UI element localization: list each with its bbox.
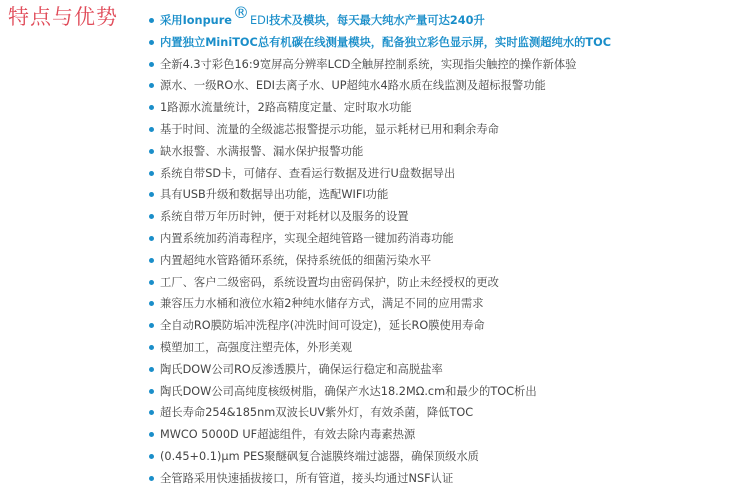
feature-item [147,272,753,294]
section-title: 特点与优势 [8,5,118,29]
bullet-icon [149,432,154,437]
feature-item [147,163,753,185]
feature-item [147,315,753,337]
feature-item [147,337,753,359]
feature-text: 全管路采用快速插拔接口，所有管道，接头均通过NSF认证 [160,471,454,485]
feature-item [147,381,753,403]
bullet-icon [149,258,154,263]
feature-item [147,119,753,141]
feature-text: 全自动RO膜防垢冲洗程序(冲洗时间可设定)，延长RO膜使用寿命 [160,319,485,333]
feature-item [147,228,753,250]
bullet-icon [149,40,154,45]
feature-list [147,3,753,490]
feature-text: 全新4.3寸彩色16:9宽屏高分辨率LCD全触屏控制系统，实现指尖触控的操作新体验 [160,57,577,71]
bullet-icon [149,389,154,394]
headline-text-part1: 采用Ionpure [160,14,232,27]
feature-item [147,184,753,206]
feature-text: 兼容压力水桶和液位水箱2种纯水储存方式，满足不同的应用需求 [160,297,484,311]
registered-mark: ® [232,3,249,22]
feature-text: 具有USB升级和数据导出功能，选配WIFI功能 [160,188,389,202]
feature-text: 内置超纯水管路循环系统，保持系统低的细菌污染水平 [160,253,432,267]
feature-text: 基于时间、流量的全级滤芯报警提示功能，显示耗材已用和剩余寿命 [160,122,499,136]
bullet-icon [149,323,154,328]
feature-item [147,250,753,272]
feature-text: MWCO 5000D UF超滤组件，有效去除内毒素热源 [160,428,416,442]
bullet-icon [149,214,154,219]
bullet-icon [149,301,154,306]
bullet-icon [149,127,154,132]
bullet-icon [149,62,154,67]
bullet-icon [149,345,154,350]
headline-text-part3: 技术及模块，每天最大纯水产量可达240升 [269,14,485,27]
feature-text: 源水、一级RO水、EDI去离子水、UP超纯水4路水质在线监测及超标报警功能 [160,79,546,93]
feature-item [147,75,753,97]
bullet-icon [149,149,154,154]
feature-text: 工厂、客户二级密码，系统设置均由密码保护，防止未经授权的更改 [160,275,499,289]
feature-text: 陶氏DOW公司RO反渗透膜片，确保运行稳定和高脱盐率 [160,362,443,376]
feature-text: 缺水报警、水满报警、漏水保护报警功能 [160,144,364,158]
bullet-icon [149,367,154,372]
headline-text: 内置独立MiniTOC总有机碳在线测量模块，配备独立彩色显示屏，实时监测超纯水的TOC [160,35,612,49]
bullet-icon [149,105,154,110]
feature-item [147,402,753,424]
feature-item [147,293,753,315]
bullet-icon [149,192,154,197]
feature-text: 系统自带万年历时钟，便于对耗材以及服务的设置 [160,210,409,224]
headline-item-edi [147,3,753,32]
feature-text: 超长寿命254&185nm双波长UV紫外灯，有效杀菌，降低TOC [160,406,474,420]
bullet-icon [149,236,154,241]
bullet-icon [149,83,154,88]
feature-text: 模塑加工，高强度注塑壳体，外形美观 [160,340,353,354]
bullet-icon [149,171,154,176]
bullet-icon [149,280,154,285]
bullet-icon [149,410,154,415]
feature-text: 1路源水流量统计，2路高精度定量、定时取水功能 [160,101,412,115]
bullet-icon [149,18,154,23]
feature-item [147,424,753,446]
feature-item [147,97,753,119]
bullet-icon [149,476,154,481]
feature-text: 系统自带SD卡，可储存、查看运行数据及进行U盘数据导出 [160,166,456,180]
feature-text: 陶氏DOW公司高纯度核级树脂，确保产水达18.2MΩ.cm和最少的TOC析出 [160,384,537,398]
feature-item [147,468,753,490]
feature-item [147,206,753,228]
feature-item [147,54,753,76]
feature-text: (0.45+0.1)µm PES聚醚砜复合滤膜终端过滤器，确保顶级水质 [160,449,479,463]
headline-item-toc [147,32,753,54]
feature-text: 内置系统加药消毒程序，实现全超纯管路一键加药消毒功能 [160,231,454,245]
bullet-icon [149,454,154,459]
feature-item [147,141,753,163]
feature-item [147,359,753,381]
headline-text-part2: EDI [249,14,270,27]
feature-item [147,446,753,468]
